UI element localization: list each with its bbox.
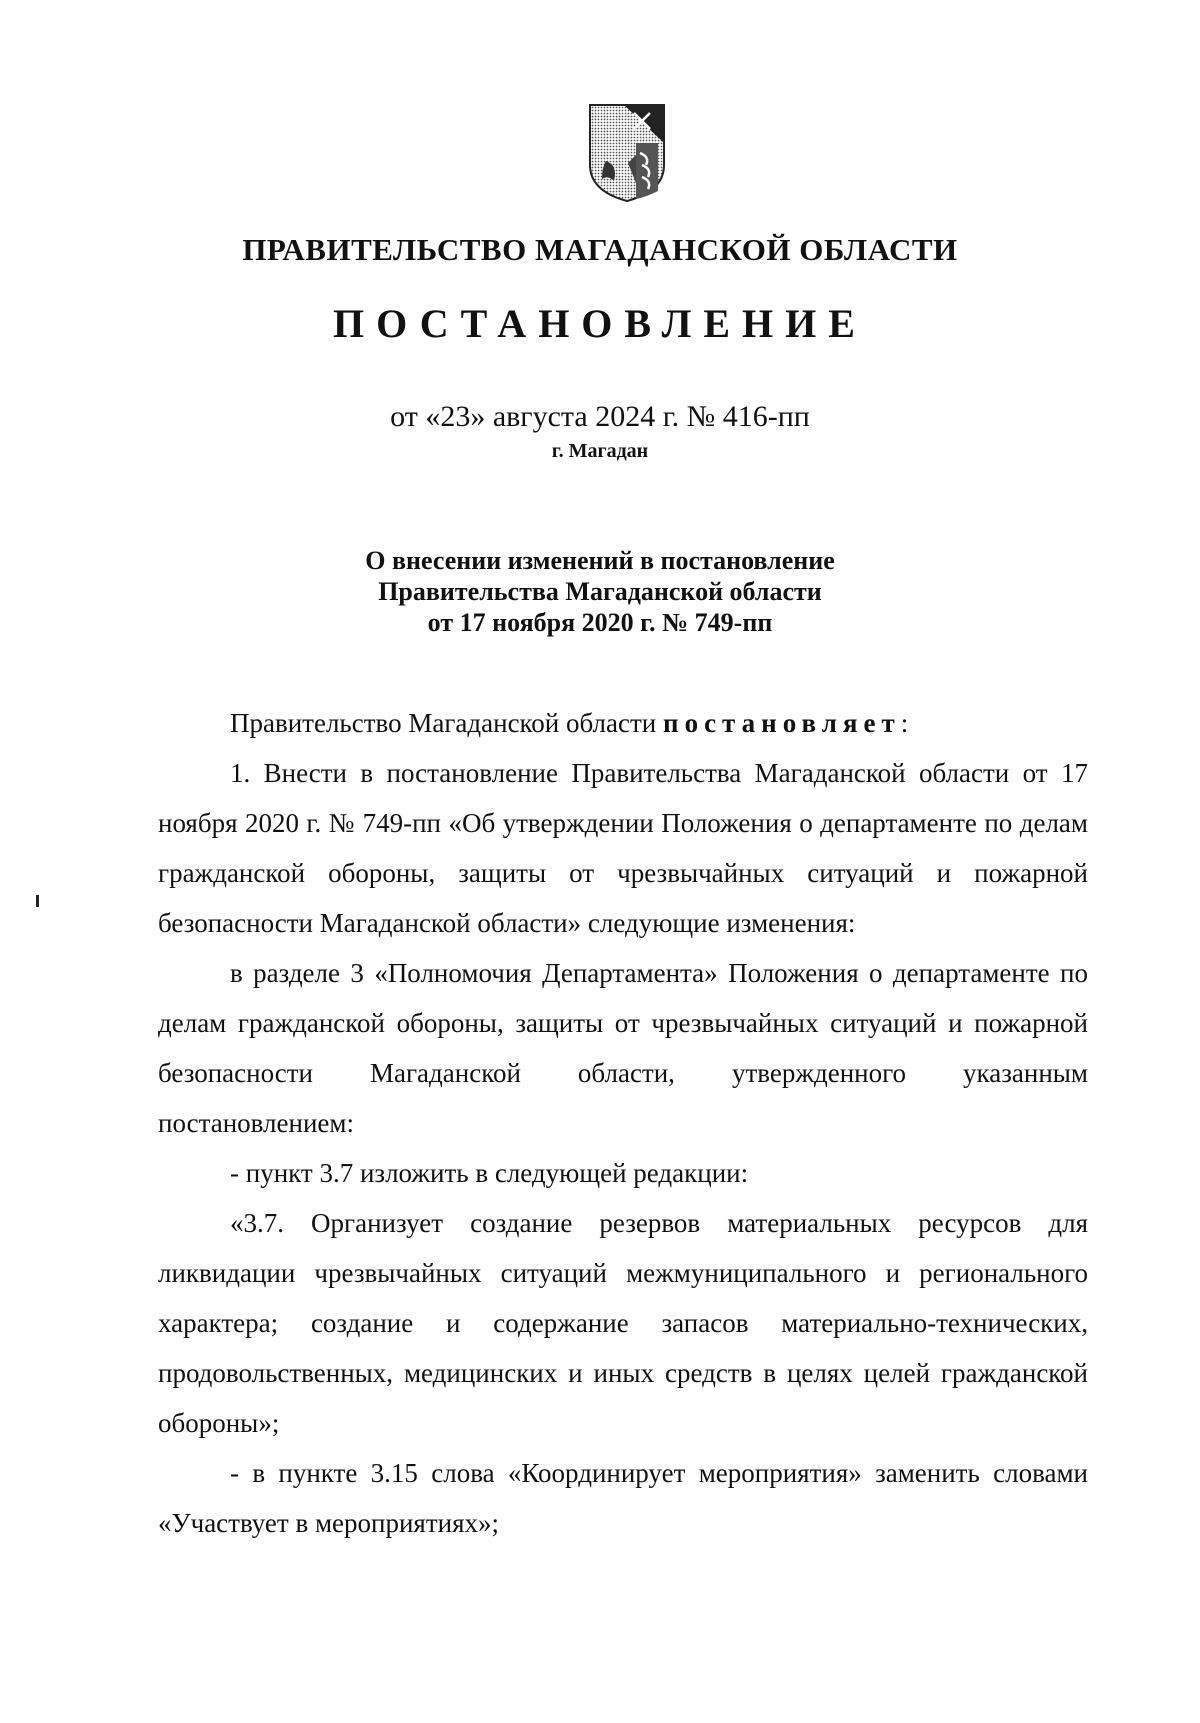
organization-title: ПРАВИТЕЛЬСТВО МАГАДАНСКОЙ ОБЛАСТИ (242, 232, 958, 267)
preamble-text: Правительство Магаданской области (230, 708, 664, 738)
subject-line-3: от 17 ноября 2020 г. № 749-пп (427, 608, 773, 637)
preamble-end: : (900, 708, 909, 738)
document-body (158, 698, 1088, 1548)
point-3-15: - в пункте 3.15 слова «Координирует мероприятия» заменить словами «Участвует в мероприятиях»; (158, 1458, 1088, 1538)
section-3-paragraph: в разделе 3 «Полномочия Департамента» Положения о департаменте по делам гражданской обороны, защиты от чрезвычайных ситуаций и пожарной безопасности Магаданской области, утвержденного указанным постановлением: (158, 958, 1088, 1138)
document-subject (0, 545, 1200, 638)
item-1: 1. Внести в постановление Правительства Магаданской области от 17 ноября 2020 г. № 749-пп «Об утверждении Положения о департаменте по делам гражданской обороны, защиты от чрезвычайных ситуаций и пожарной безопасности Магаданской области» следующие изменения: (158, 758, 1088, 938)
document-type: ПОСТАНОВЛЕНИЕ (333, 301, 867, 346)
subject-line-2: Правительства Магаданской области (378, 577, 822, 606)
preamble-verb: постановляет (663, 708, 901, 738)
scan-mark (36, 895, 39, 907)
coat-of-arms-icon (588, 103, 666, 203)
city: г. Магадан (551, 440, 649, 462)
point-3-7-text: «3.7. Организует создание резервов материальных ресурсов для ликвидации чрезвычайных ситуаций межмуниципального и регионального характера; создание и содержание запасов материально-технических, продовольственных, медицинских и иных средств в целях целей гражданской обороны»; (158, 1208, 1088, 1438)
preamble (158, 698, 1088, 748)
subject-line-1: О внесении изменений в постановление (365, 546, 835, 575)
point-3-7-intro: - пункт 3.7 изложить в следующей редакции: (230, 1158, 749, 1188)
date-and-number: от «23» августа 2024 г. № 416-пп (390, 400, 810, 433)
